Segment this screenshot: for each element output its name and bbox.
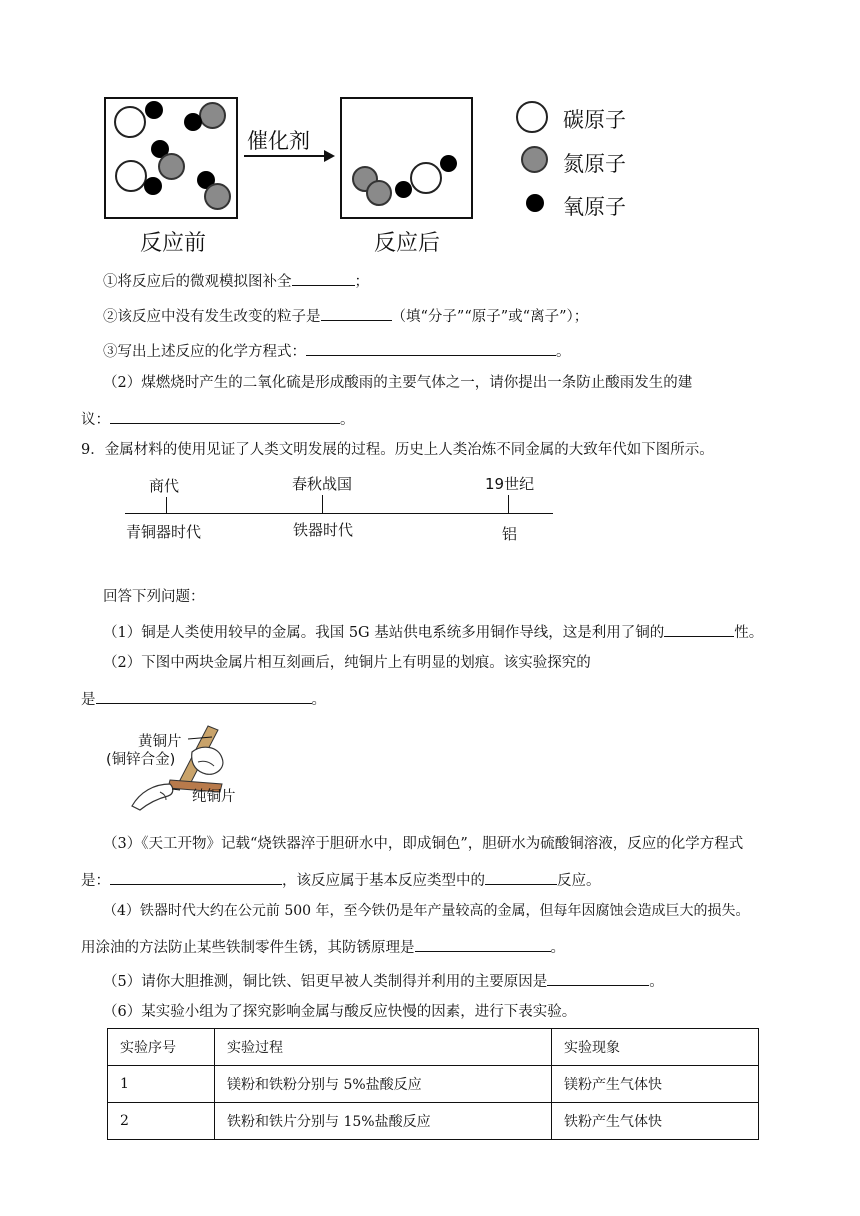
q9-part5 [103, 969, 664, 992]
answer-blank[interactable] [96, 687, 312, 704]
oxygen-atom [184, 113, 202, 131]
timeline-top-label: 商代 [149, 477, 180, 495]
q8-part2-line2 [81, 407, 355, 430]
timeline-tick [166, 497, 167, 514]
answer-blank[interactable] [306, 339, 556, 356]
answer-blank[interactable] [110, 868, 282, 885]
timeline-bottom-label: 铝 [502, 525, 518, 543]
catalyst-label: 催化剂 [247, 129, 310, 153]
q8-sub1 [103, 269, 369, 292]
nitrogen-atom [366, 180, 392, 206]
q8-sub1-text: ①将反应后的微观模拟图补全 [103, 274, 292, 290]
table-cell: 2 [108, 1103, 215, 1140]
q9-part5-end: 。 [649, 974, 664, 990]
q9-part2-line2 [81, 687, 326, 710]
brass-strip-label: 黄铜片 [138, 734, 182, 750]
q8-part2-end: 。 [340, 412, 355, 428]
brass-alloy-label: (铜锌合金) [106, 752, 176, 768]
after-label: 反应后 [374, 231, 441, 256]
carbon-atom [410, 162, 442, 194]
q8-sub1-end: ； [354, 274, 369, 290]
timeline-tick [322, 495, 323, 514]
q8-sub2-text: ②该反应中没有发生改变的粒子是 [103, 309, 321, 325]
q8-sub3-text: ③写出上述反应的化学方程式： [103, 344, 306, 360]
q8-sub3-end: 。 [556, 344, 571, 360]
q9-part3-line2 [81, 868, 601, 891]
q9-part4-line1: （4）铁器时代大约在公元前 500 年，至今铁仍是年产量较高的金属，但每年因腐蚀会造成巨大的损失。 [103, 903, 750, 919]
q9-part6: （6）某实验小组为了探究影响金属与酸反应快慢的因素，进行下表实验。 [103, 1004, 577, 1020]
timeline-bottom-label: 铁器时代 [293, 521, 354, 539]
q9-part2-end: 。 [311, 692, 326, 708]
timeline-tick [508, 495, 509, 514]
answer-blank[interactable] [110, 407, 340, 424]
oxygen-atom [145, 101, 163, 119]
table-header-cell: 实验现象 [552, 1029, 759, 1066]
q8-sub3 [103, 339, 571, 362]
q9-part4-line2 [81, 935, 565, 958]
legend-nitrogen-label: 氮原子 [563, 152, 626, 176]
legend-oxygen-label: 氧原子 [563, 195, 626, 219]
timeline-axis [125, 513, 553, 514]
answer-blank[interactable] [415, 935, 551, 952]
before-label: 反应前 [140, 231, 207, 256]
q9-part5-text: （5）请你大胆推测，铜比铁、铝更早被人类制得并利用的主要原因是 [103, 974, 548, 990]
legend-oxygen-icon [526, 194, 544, 212]
answer-blank[interactable] [321, 304, 392, 321]
q8-sub2 [103, 304, 588, 327]
answer-blank[interactable] [664, 620, 734, 637]
table-cell: 铁粉产生气体快 [552, 1103, 759, 1140]
answer-blank[interactable] [547, 969, 649, 986]
legend-carbon-icon [516, 101, 548, 133]
carbon-atom [115, 160, 147, 192]
pure-copper-label: 纯铜片 [192, 789, 236, 805]
oxygen-atom [144, 177, 162, 195]
table-cell: 镁粉产生气体快 [552, 1066, 759, 1103]
q9-part1-text: （1）铜是人类使用较早的金属。我国 5G 基站供电系统多用铜作导线，这是利用了铜的 [103, 625, 665, 641]
reaction-arrow-icon [240, 148, 336, 164]
timeline-top-label: 19世纪 [485, 475, 535, 493]
oxygen-atom [395, 181, 412, 198]
legend-nitrogen-icon [521, 146, 548, 173]
table-row [108, 1066, 759, 1103]
q9-part2-start: 是 [81, 692, 96, 708]
q9-part4-end: 。 [550, 940, 565, 956]
nitrogen-atom [199, 102, 226, 129]
q9-part3-mid: ，该反应属于基本反应类型中的 [282, 873, 485, 889]
experiment-table [107, 1028, 759, 1140]
table-cell: 1 [108, 1066, 215, 1103]
table-header-cell: 实验过程 [215, 1029, 552, 1066]
q9-part3-start: 是： [81, 873, 110, 889]
timeline-bottom-label: 青铜器时代 [126, 523, 202, 541]
carbon-atom [114, 106, 146, 138]
oxygen-atom [440, 155, 457, 172]
q9-part2-line1: （2）下图中两块金属片相互刻画后，纯铜片上有明显的划痕。该实验探究的 [103, 655, 591, 671]
q9-part3-end: 反应。 [557, 873, 601, 889]
q9-part1 [103, 620, 763, 643]
q8-part2-line1: （2）煤燃烧时产生的二氧化硫是形成酸雨的主要气体之一，请你提出一条防止酸雨发生的建 [103, 375, 693, 391]
timeline-top-label: 春秋战国 [292, 475, 353, 493]
answer-blank[interactable] [292, 269, 355, 286]
table-cell: 铁粉和铁片分别与 15%盐酸反应 [215, 1103, 552, 1140]
table-header-row [108, 1029, 759, 1066]
legend-carbon-label: 碳原子 [563, 108, 626, 132]
q9-part3-line1: （3）《天工开物》记载“烧铁器淬于胆研水中，即成铜色”，胆研水为硫酸铜溶液，反应的化学方程式 [103, 836, 744, 852]
q9-part1-end: 性。 [734, 625, 764, 641]
nitrogen-atom [204, 183, 231, 210]
q8-sub2-end: （填“分子”“原子”或“离子”）； [391, 309, 589, 325]
q8-part2-start: 议： [81, 412, 110, 428]
nitrogen-atom [158, 153, 185, 180]
q9-answer-prompt: 回答下列问题： [103, 589, 205, 605]
table-header-cell: 实验序号 [108, 1029, 215, 1066]
answer-blank[interactable] [485, 868, 557, 885]
q9-intro: 9．金属材料的使用见证了人类文明发展的过程。历史上人类冶炼不同金属的大致年代如下图所示。 [81, 442, 714, 458]
table-row [108, 1103, 759, 1140]
q9-part4-start: 用涂油的方法防止某些铁制零件生锈，其防锈原理是 [81, 940, 415, 956]
table-cell: 镁粉和铁粉分别与 5%盐酸反应 [215, 1066, 552, 1103]
